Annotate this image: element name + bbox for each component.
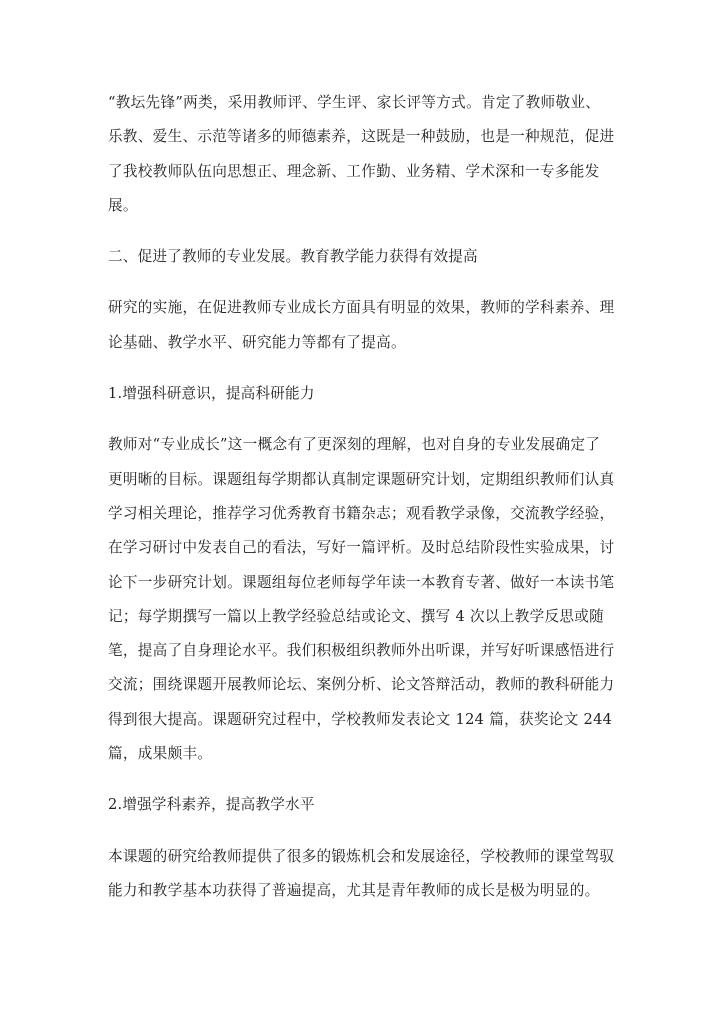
- section-heading-professional-development: [108, 240, 612, 274]
- paragraph-professional-growth: [108, 428, 615, 771]
- paragraph-research-implementation: [108, 291, 615, 360]
- text-line: 学习相关理论，推荐学习优秀教育书籍杂志；观看教学录像，交流教学经验，: [108, 504, 615, 522]
- text-line: 展。: [108, 196, 138, 214]
- text-line: 在学习研讨中发表自己的看法，写好一篇评析。及时总结阶段性实验成果，讨: [108, 539, 615, 557]
- text-line: 记；每学期撰写一篇以上教学经验总结或论文、撰写 4 次以上教学反思或随: [108, 607, 605, 625]
- text-line: 本课题的研究给教师提供了很多的锻炼机会和发展途径，学校教师的课堂驾驭: [108, 847, 615, 865]
- text-line: 教师对“专业成长”这一概念有了更深刻的理解，也对自身的专业发展确定了: [108, 436, 601, 454]
- paragraph-teacher-ethics: [108, 86, 615, 223]
- text-line: 笔，提高了自身理论水平。我们积极组织教师外出听课，并写好听课感悟进行: [108, 642, 615, 660]
- text-line: 研究的实施，在促进教师专业成长方面具有明显的效果，教师的学科素养、理: [108, 299, 615, 317]
- subheading-research-awareness: [108, 377, 612, 411]
- text-line: 论下一步研究计划。课题组每位老师每学年读一本教育专著、做好一本读书笔: [108, 573, 615, 591]
- text-line: “教坛先锋”两类，采用教师评、学生评、家长评等方式。肯定了教师敬业、: [108, 94, 601, 111]
- text-line: 篇，成果颇丰。: [108, 745, 213, 763]
- text-line: 得到很大提高。课题研究过程中，学校教师发表论文 124 篇，获奖论文 244: [108, 710, 613, 728]
- text-line: 交流；围绕课题开展教师论坛、案例分析、论文答辩活动，教师的教科研能力: [108, 676, 615, 694]
- heading-text: 1.增强科研意识，提高科研能力: [108, 385, 315, 403]
- heading-text: 二、促进了教师的专业发展。教育教学能力获得有效提高: [108, 248, 478, 266]
- subheading-subject-literacy: [108, 788, 612, 822]
- text-line: 了我校教师队伍向思想正、理念新、工作勤、业务精、学术深和一专多能发: [108, 162, 600, 180]
- text-line: 更明晰的目标。课题组每学期都认真制定课题研究计划，定期组织教师们认真: [108, 470, 615, 488]
- text-line: 乐教、爱生、示范等诸多的师德素养，这既是一种鼓励，也是一种规范，促进: [108, 128, 615, 146]
- text-line: 论基础、教学水平、研究能力等都有了提高。: [108, 333, 406, 351]
- paragraph-teaching-ability: [108, 840, 615, 909]
- text-line: 能力和教学基本功获得了普遍提高，尤其是青年教师的成长是极为明显的。: [108, 881, 600, 899]
- heading-text: 2.增强学科素养，提高教学水平: [108, 796, 315, 814]
